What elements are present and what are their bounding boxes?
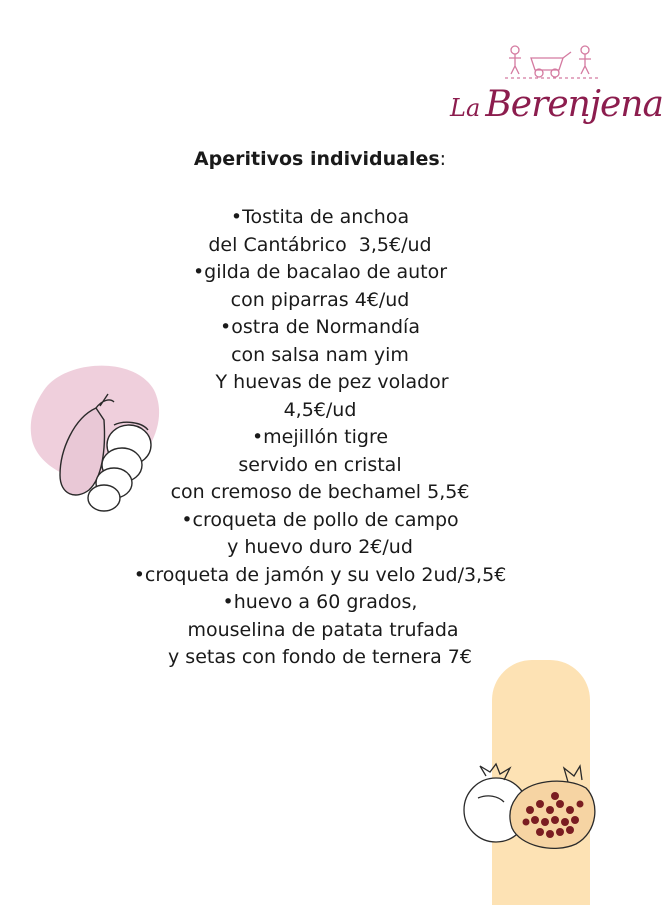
menu-line: •mejillón tigre [251,426,389,448]
logo-name: Berenjena [485,84,663,125]
menu-line: •croqueta de pollo de campo [181,508,459,531]
menu-line: servido en cristal [238,453,402,476]
logo-prefix: La [450,94,481,122]
menu-line: con piparras 4€/ud [230,288,410,311]
section-title-suffix: : [439,148,447,170]
menu-line: y setas con fondo de ternera 7€ [168,646,472,668]
menu-line: Y huevas de pez volador [191,371,449,393]
section-title [0,148,640,170]
menu-line: •Tostita de anchoa [230,206,410,228]
cart-illustration-icon [503,42,603,82]
menu-line: con salsa nam yim [231,343,409,366]
section-title-bold: Aperitivos individuales [193,148,440,170]
menu-line: •croqueta de jamón y su velo 2ud/3,5€ [133,563,507,586]
menu-line: mouselina de patata trufada [181,618,459,641]
eggplant-illustration-icon [24,350,174,530]
menu-line: •ostra de Normandía [220,316,420,338]
logo-wordmark [450,84,663,125]
menu-line: •huevo a 60 grados, [222,591,418,613]
menu-line: con cremoso de bechamel 5,5€ [170,481,470,503]
pomegranate-illustration-icon [458,758,608,858]
brand-logo [448,40,663,135]
menu-line: 4,5€/ud [283,398,357,421]
menu-line: y huevo duro 2€/ud [227,536,413,558]
menu-line: •gilda de bacalao de autor [192,261,448,283]
menu-line: del Cantábrico 3,5€/ud [208,233,432,256]
